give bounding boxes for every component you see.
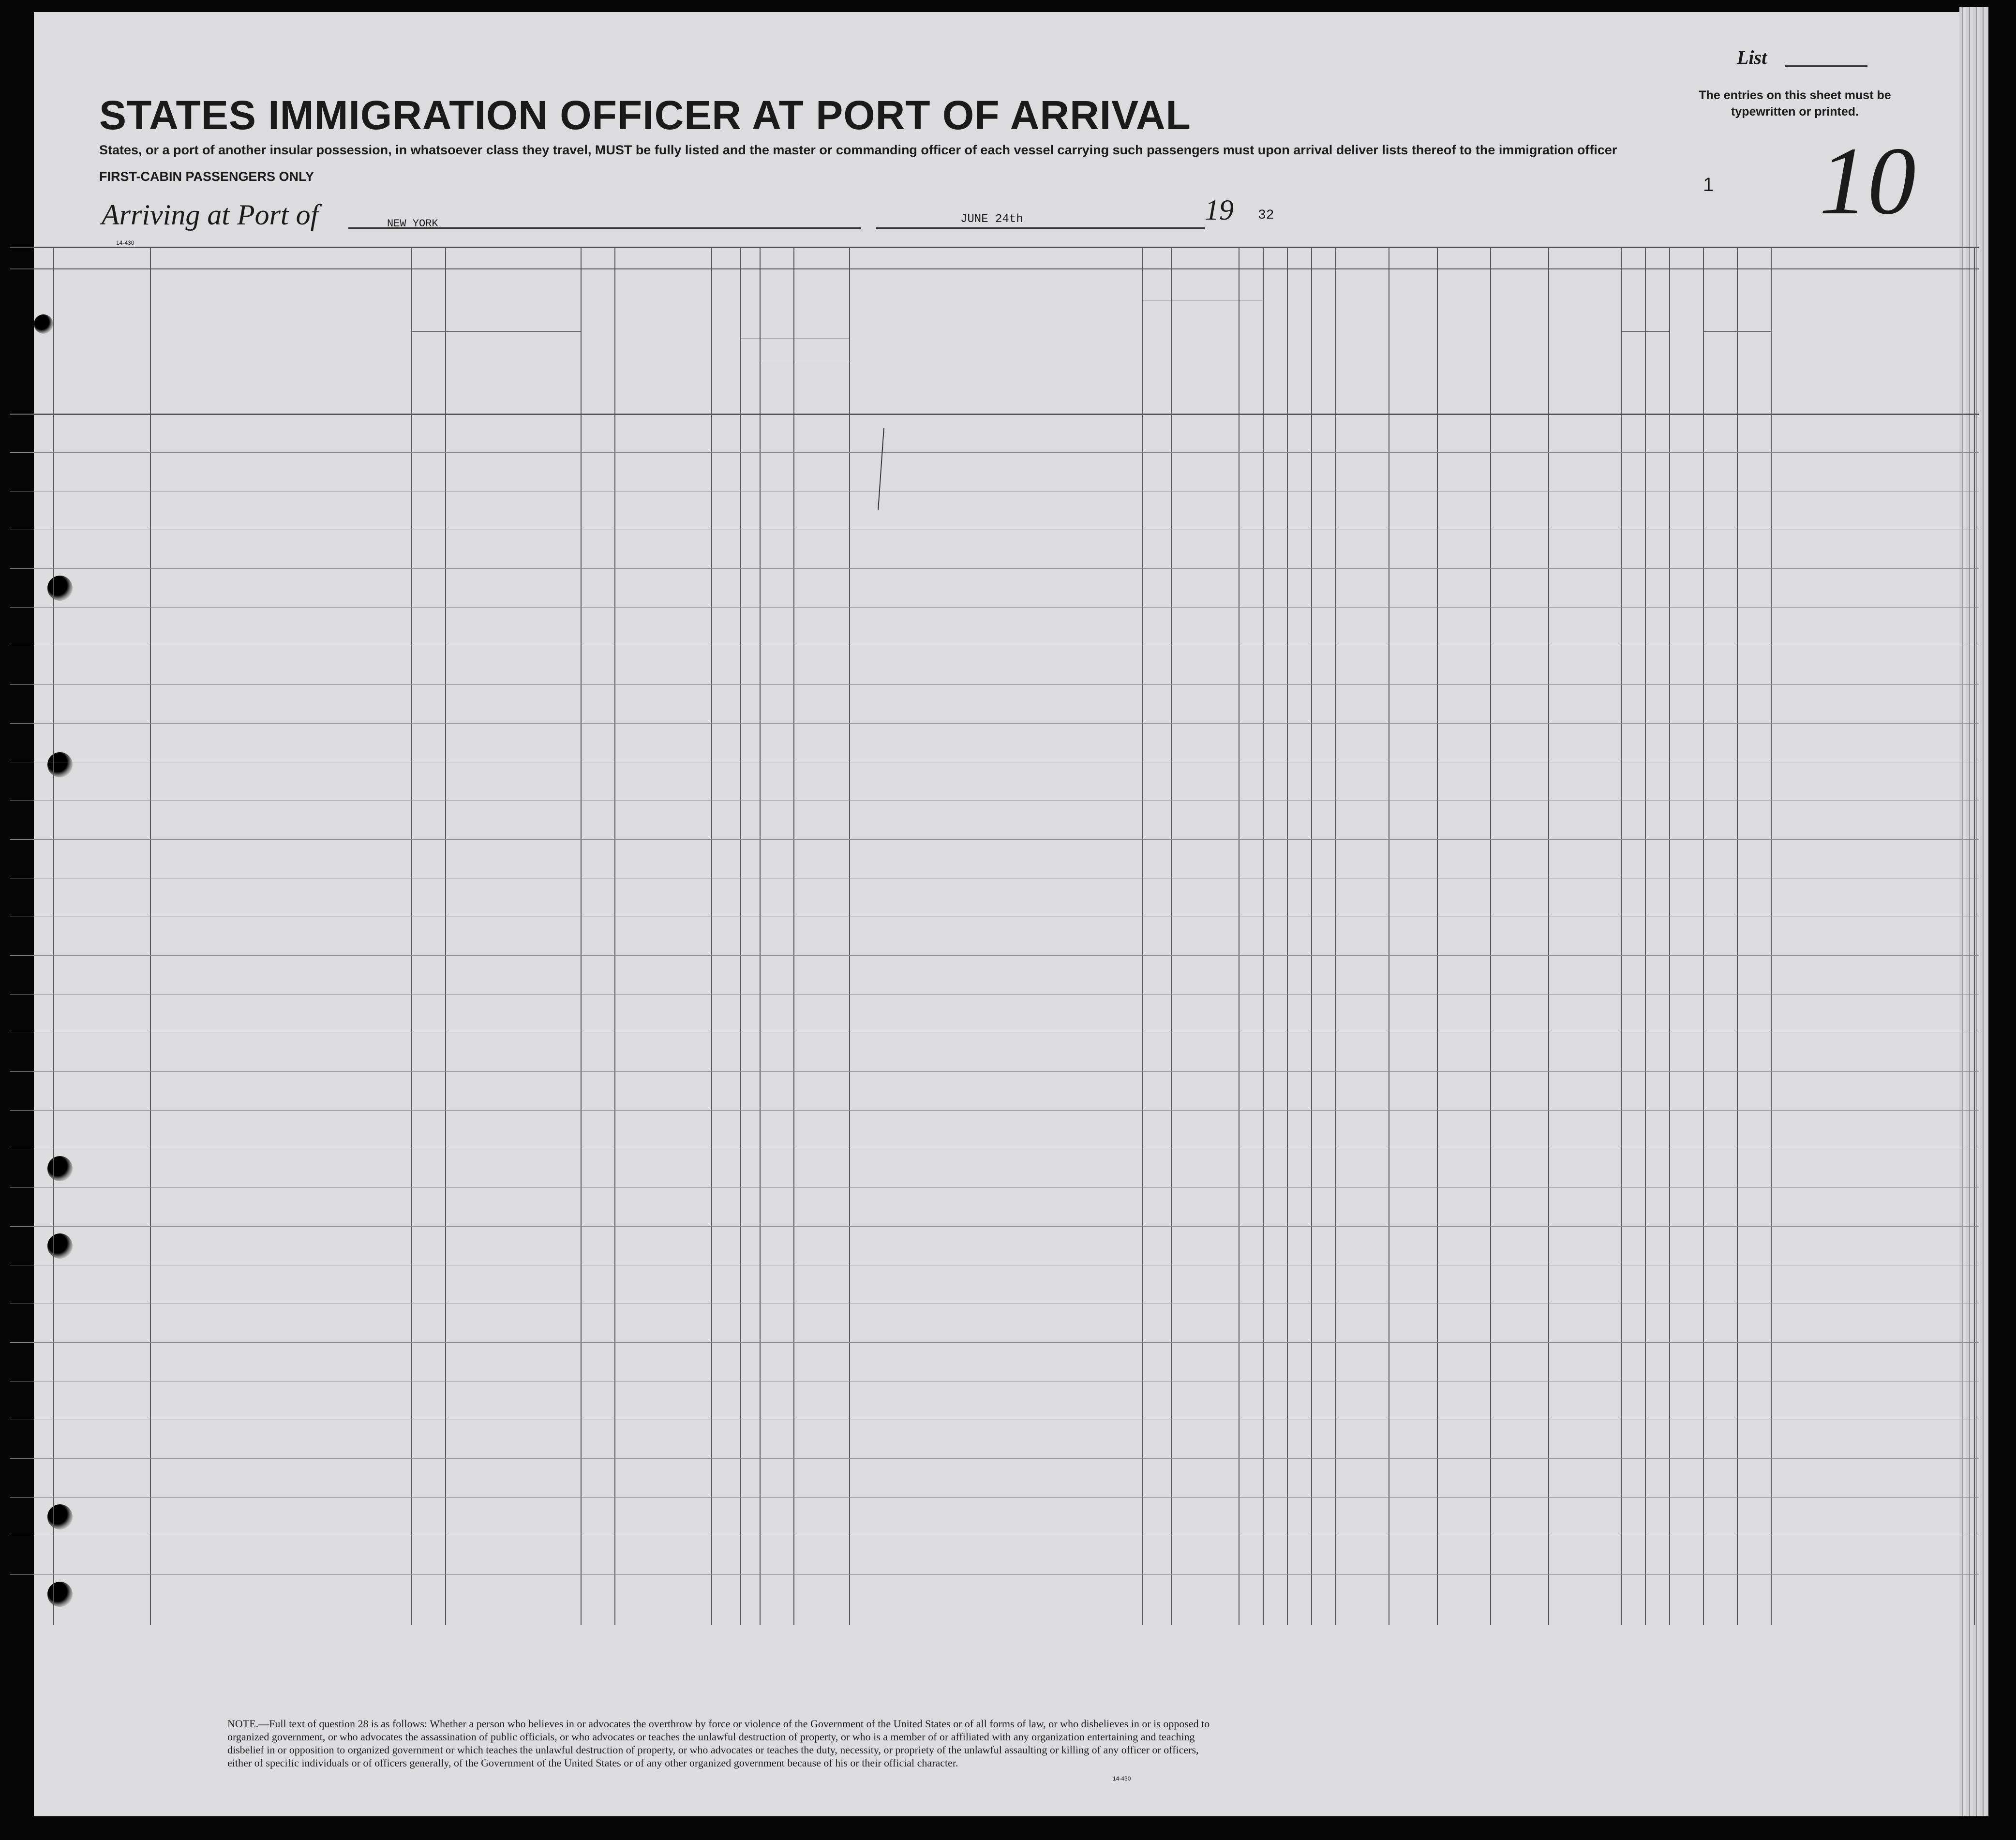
sheet-number: 10: [1819, 128, 1916, 235]
manifest-table: [10, 247, 1988, 1640]
row-rule: [10, 1458, 1979, 1459]
header-deported: [1451, 276, 1476, 411]
port-value: NEW YORK: [387, 218, 438, 230]
row-rule: [10, 1497, 1979, 1498]
column-rule: [1737, 247, 1738, 1625]
dest-subrule: [411, 331, 581, 332]
header-fifty: [717, 290, 736, 411]
handwritten-bracket: [878, 428, 884, 510]
header-anarchist: [1316, 276, 1330, 411]
header-length: [1190, 302, 1219, 411]
column-rule: [445, 247, 446, 1625]
header-offer: [1398, 276, 1427, 411]
date-line: [876, 227, 1205, 229]
header-citizen: [1241, 302, 1260, 411]
column-rule: [53, 247, 54, 1625]
subtitle: States, or a port of another insular possession, in whatsoever class they travel, MUST be fully listed and the master or commanding officer of each vessel carrying such passengers must upon arrival deliver lists thereof to the immigration officer: [99, 143, 1617, 157]
date-value: JUNE 24th: [960, 213, 1023, 226]
row-rule: [10, 1187, 1979, 1188]
column-rule: [793, 247, 794, 1625]
column-rule: [1142, 247, 1143, 1625]
stroke-mark: 1: [1703, 174, 1714, 195]
header-inches: [1650, 339, 1664, 406]
column-rule: [1437, 247, 1438, 1625]
row-rule: [10, 607, 1979, 608]
row-rule: [10, 1342, 1979, 1343]
row-rule: [10, 839, 1979, 840]
column-rule: [1703, 247, 1704, 1625]
header-return: [1147, 302, 1166, 411]
form-number: 14-430: [116, 239, 134, 246]
row-rule: [10, 568, 1979, 569]
height-subrule: [1621, 331, 1669, 332]
header-feet: [1626, 339, 1640, 406]
column-rule: [1548, 247, 1549, 1625]
column-rule: [1771, 247, 1772, 1625]
page-title: STATES IMMIGRATION OFFICER AT PORT OF ARRIVAL: [99, 92, 1191, 138]
year-suffix: 32: [1258, 208, 1274, 223]
column-rule: [1645, 247, 1646, 1625]
column-rule: [1490, 247, 1491, 1625]
header-prison: [1265, 276, 1284, 411]
column-rule: [1263, 247, 1264, 1625]
header-rule-top: [10, 247, 1979, 248]
column-rule: [1311, 247, 1312, 1625]
row-rule: [10, 1110, 1979, 1111]
header-overthrow: [1345, 276, 1379, 411]
column-rule: [849, 247, 850, 1625]
row-rule: [10, 1574, 1979, 1575]
row-rule: [10, 452, 1979, 453]
arriving-label: Arriving at Port of: [102, 199, 319, 231]
row-rule: [10, 684, 1979, 685]
column-rule: [760, 247, 761, 1625]
row-rule: [10, 955, 1979, 956]
column-rule: [1171, 247, 1172, 1625]
class-line: FIRST-CABIN PASSENGERS ONLY: [99, 169, 314, 184]
column-rule: [1974, 247, 1975, 1625]
row-rule: [10, 1071, 1979, 1072]
header-polygamist: [1292, 276, 1306, 411]
column-rule: [1621, 247, 1622, 1625]
footnote: NOTE.—Full text of question 28 is as follows: Whether a person who believes in or advocates the overthrow by force or violence of the Government of the United States or of all forms of law, or who disbelieves in or is opposed to organized government, or who advocates the assassination of public officials, or who advocates or teaches the unlawful destruction of property, or who is a member of or affiliated with any organization entertaining and teaching disbelief in or opposition to organized government or which teaches the unlawful destruction of property, or who advocates or teaches the duty, necessity, or propriety of the unlawful assaulting or killing of any officer or officers, either of specific individuals or of officers generally, of the Government of the United States or of any other organized government because of his or their official character.: [227, 1718, 1210, 1769]
port-line: [348, 227, 861, 229]
list-underline: [1785, 65, 1867, 67]
column-rule: [711, 247, 712, 1625]
column-rule: [411, 247, 412, 1625]
header-rule-bottom: [10, 414, 1979, 415]
column-rule: [614, 247, 615, 1625]
column-rule: [1335, 247, 1336, 1625]
header-ticket: [588, 290, 607, 411]
row-rule: [10, 1226, 1979, 1227]
footnote-form-number: 14-430: [1113, 1775, 1131, 1782]
row-rule: [10, 723, 1979, 724]
column-rule: [150, 247, 151, 1625]
color-subrule: [1703, 331, 1771, 332]
column-rule: [581, 247, 582, 1625]
column-rule: [1669, 247, 1670, 1625]
header-rule-numbers: [10, 268, 1979, 269]
instructions: The entries on this sheet must be typewritten or printed.: [1699, 89, 1891, 119]
year-prefix: 19: [1205, 194, 1234, 226]
list-label: List: [1737, 46, 1767, 68]
column-rule: [740, 247, 741, 1625]
column-rule: [1287, 247, 1288, 1625]
